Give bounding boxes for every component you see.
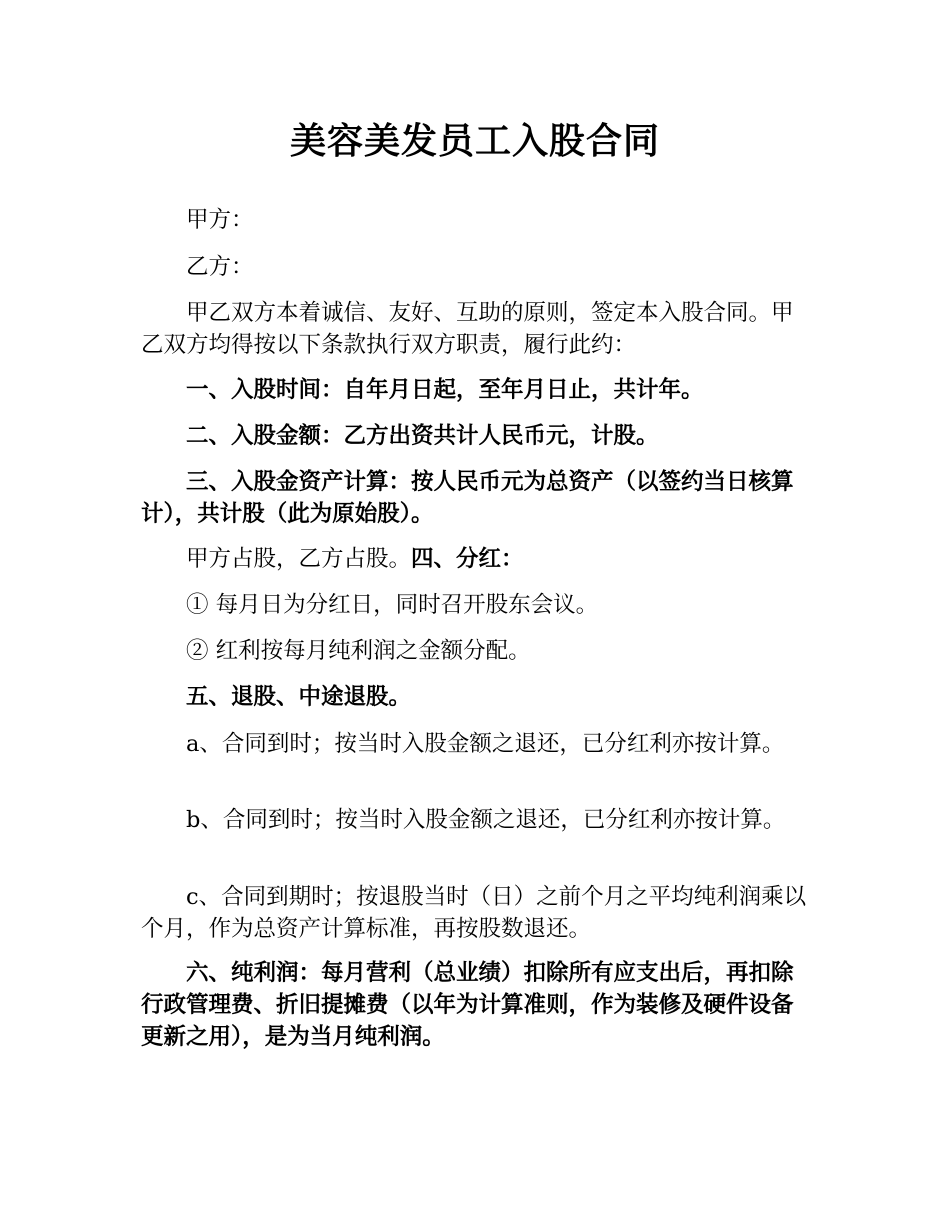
- dividend-item-2: ② 红利按每月纯利润之金额分配。: [186, 638, 531, 664]
- share-ratio-text: 甲方占股，乙方占股。: [186, 546, 412, 572]
- withdrawal-item-b: b、合同到时；按当时入股金额之退还，已分红利亦按计算。: [186, 807, 786, 833]
- withdrawal-item-a: a、合同到时；按当时入股金额之退还，已分红利亦按计算。: [186, 731, 785, 757]
- intro-paragraph: 甲乙双方本着诚信、友好、互助的原则，签定本入股合同。甲乙双方均得按以下条款执行双方职责，履行此约：: [141, 300, 794, 358]
- clause-withdrawal-heading: 五、退股、中途退股。: [186, 684, 412, 710]
- share-ratio-paragraph: [141, 543, 813, 575]
- party-a-line: 甲方：: [186, 207, 254, 233]
- document-title: 美容美发员工入股合同: [289, 121, 660, 162]
- party-b-line: 乙方：: [186, 254, 254, 280]
- clause-entry-amount: 二、入股金额：乙方出资共计人民币元，计股。: [186, 423, 659, 449]
- withdrawal-item-c: c、合同到期时；按退股当时（日）之前个月之平均纯利润乘以个月，作为总资产计算标准，再按股数退还。: [141, 884, 807, 942]
- clause-asset-calculation: 三、入股金资产计算：按人民币元为总资产（以签约当日核算计），共计股（此为原始股）。: [141, 469, 794, 527]
- clause-net-profit: 六、纯利润：每月营利（总业绩）扣除所有应支出后，再扣除行政管理费、折旧提摊费（以年为计算准则，作为装修及硬件设备更新之用），是为当月纯利润。: [141, 960, 794, 1050]
- clause-entry-time: 一、入股时间：自年月日起，至年月日止，共计年。: [186, 377, 704, 403]
- dividend-item-1: ① 每月日为分红日，同时召开股东会议。: [186, 592, 599, 618]
- clause-dividend-heading: 四、分红：: [411, 546, 524, 572]
